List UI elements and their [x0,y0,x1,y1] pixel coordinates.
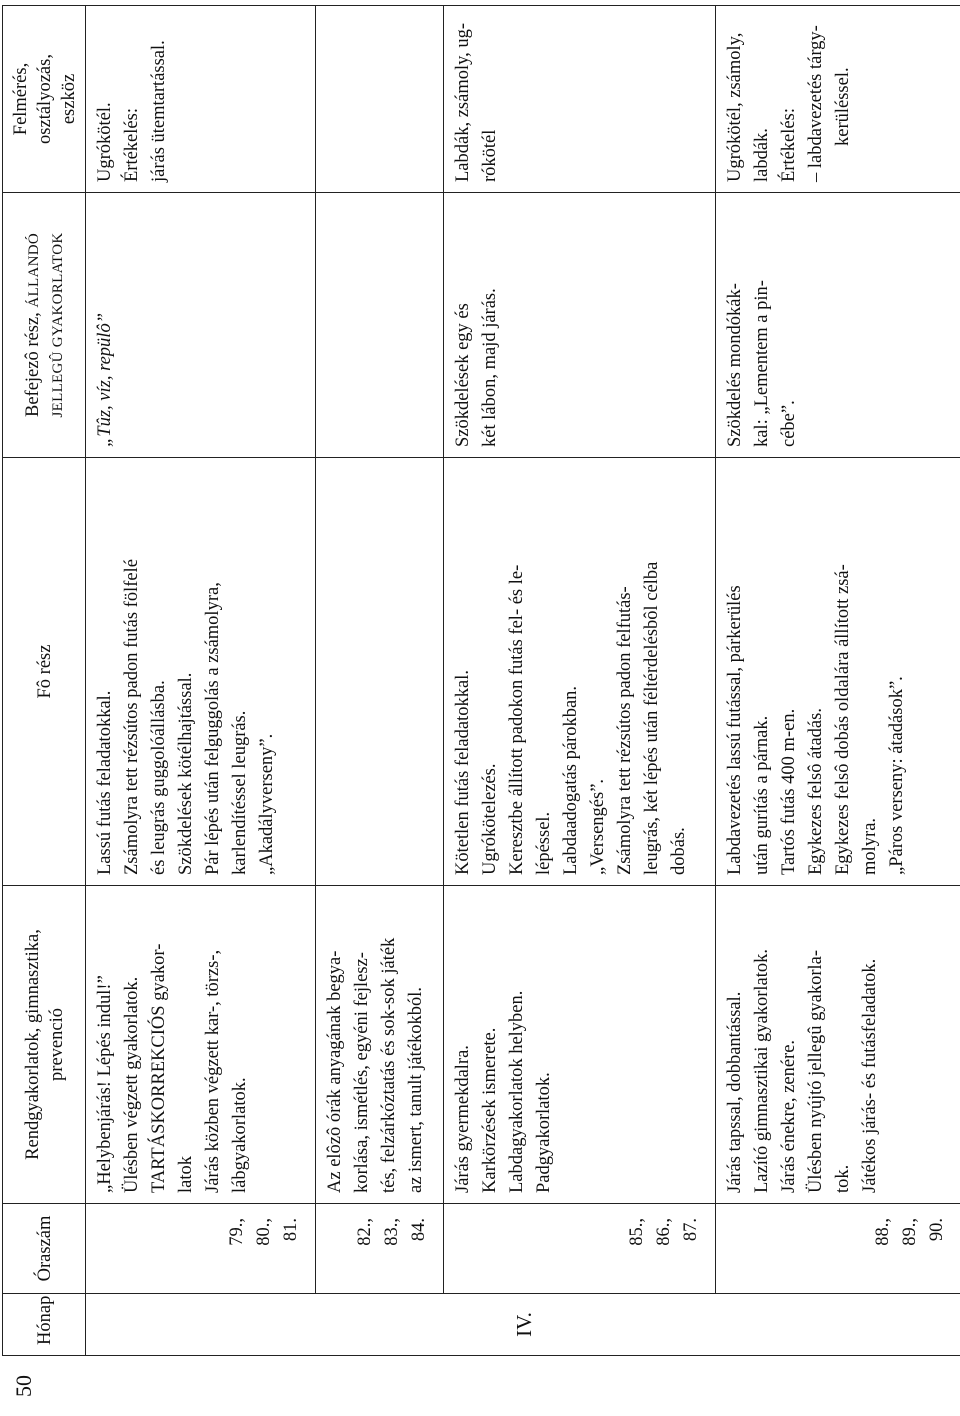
fo-cell: Kötetlen futás feladatokkal. Ugrókötelezés. Keresztbe állított padokon futás fel- és le- lépéssel. Labdaadogatás párokban. „Versengés”. Zsámolyra tett rézsútos padon felfutás- leugrás, két lépés után féltérdelésbôl célba dobás. [444,458,716,886]
fo-cell: Labdavezetés lassú futással, párkerülés után gurítás a párnak. Tartós futás 400 m-en. Egykezes felsô átadás. Egykezes felsô dobás oldalára állított zsá- molyra. „Páros verseny: átadások”. [716,458,960,886]
curriculum-table [2,5,960,1356]
hours-cell: 85., 86., 87. [444,1204,716,1294]
felm-cell [316,6,444,193]
felm-cell: Labdák, zsámoly, ug- rókötél [444,6,716,193]
month-cell: IV. [86,1294,960,1356]
table-row [444,6,716,1356]
header-hours: Óraszám [3,1204,86,1294]
felm-cell: Ugrókötél. Értékelés: járás ütemtartással. [86,6,316,193]
table-row [716,6,960,1356]
bef-cell: Szökdelések egy és két lábon, majd járás. [444,193,716,458]
header-fo: Fô rész [3,458,86,886]
rend-cell: Járás tapssal, dobbantással. Lazító gimnasztikai gyakorlatok. Járás énekre, zenére. Ülésben nyújtó jellegû gyakorla- tok. Játékos járás- és futásfeladatok. [716,886,960,1204]
header-rend: Rendgyakorlatok, gimnasztika, prevenció [3,886,86,1204]
bef-cell: „Tûz, víz, repülô” [86,193,316,458]
table-row [316,6,444,1356]
fo-cell: Lassú futás feladatokkal. Zsámolyra tett rézsútos padon futás fölfelé és leugrás guggolóállásba. Szökdelések kötélhajtással. Pár lépés után felguggolás a zsámolyra, karlendítéssel leugrás. „Akadályverseny”. [86,458,316,886]
rend-cell: Járás gyermekdalra. Karkörzések ismerete. Labdagyakorlatok helyben. Padgyakorlatok. [444,886,716,1204]
header-row [3,6,86,1356]
page-number: 50 [11,1375,36,1397]
table-row [86,6,316,1356]
hours-cell: 82., 83., 84. [316,1204,444,1294]
hours-cell: 79., 80., 81. [86,1204,316,1294]
hours-cell: 88., 89., 90. [716,1204,960,1294]
header-bef: Befejezô rész, ÁLLANDÓ JELLEGÛ GYAKORLATOK [3,193,86,458]
bef-cell [316,193,444,458]
header-month: Hónap [3,1294,86,1356]
rend-cell: Az elôzô órák anyagának begya- korlása, ismétlés, egyéni fejlesz- tés, felzárkóztatás és sok-sok játék az ismert, tanult játékokból. [316,886,444,1204]
rend-cell: „Helybenjárás! Lépés indul!” Ülésben végzett gyakorlatok. TARTÁSKORREKCIÓS gyakor- latok Járás közben végzett kar-, törzs-, lábgyakorlatok. [86,886,316,1204]
felm-cell: Ugrókötél, zsámoly, labdák. Értékelés: – labdavezetés tárgy- kerüléssel. [716,6,960,193]
header-felm: Felmérés, osztályozás, eszköz [3,6,86,193]
fo-cell [316,458,444,886]
bef-cell: Szökdelés mondókák- kal: „Lementem a pin- cébe”. [716,193,960,458]
